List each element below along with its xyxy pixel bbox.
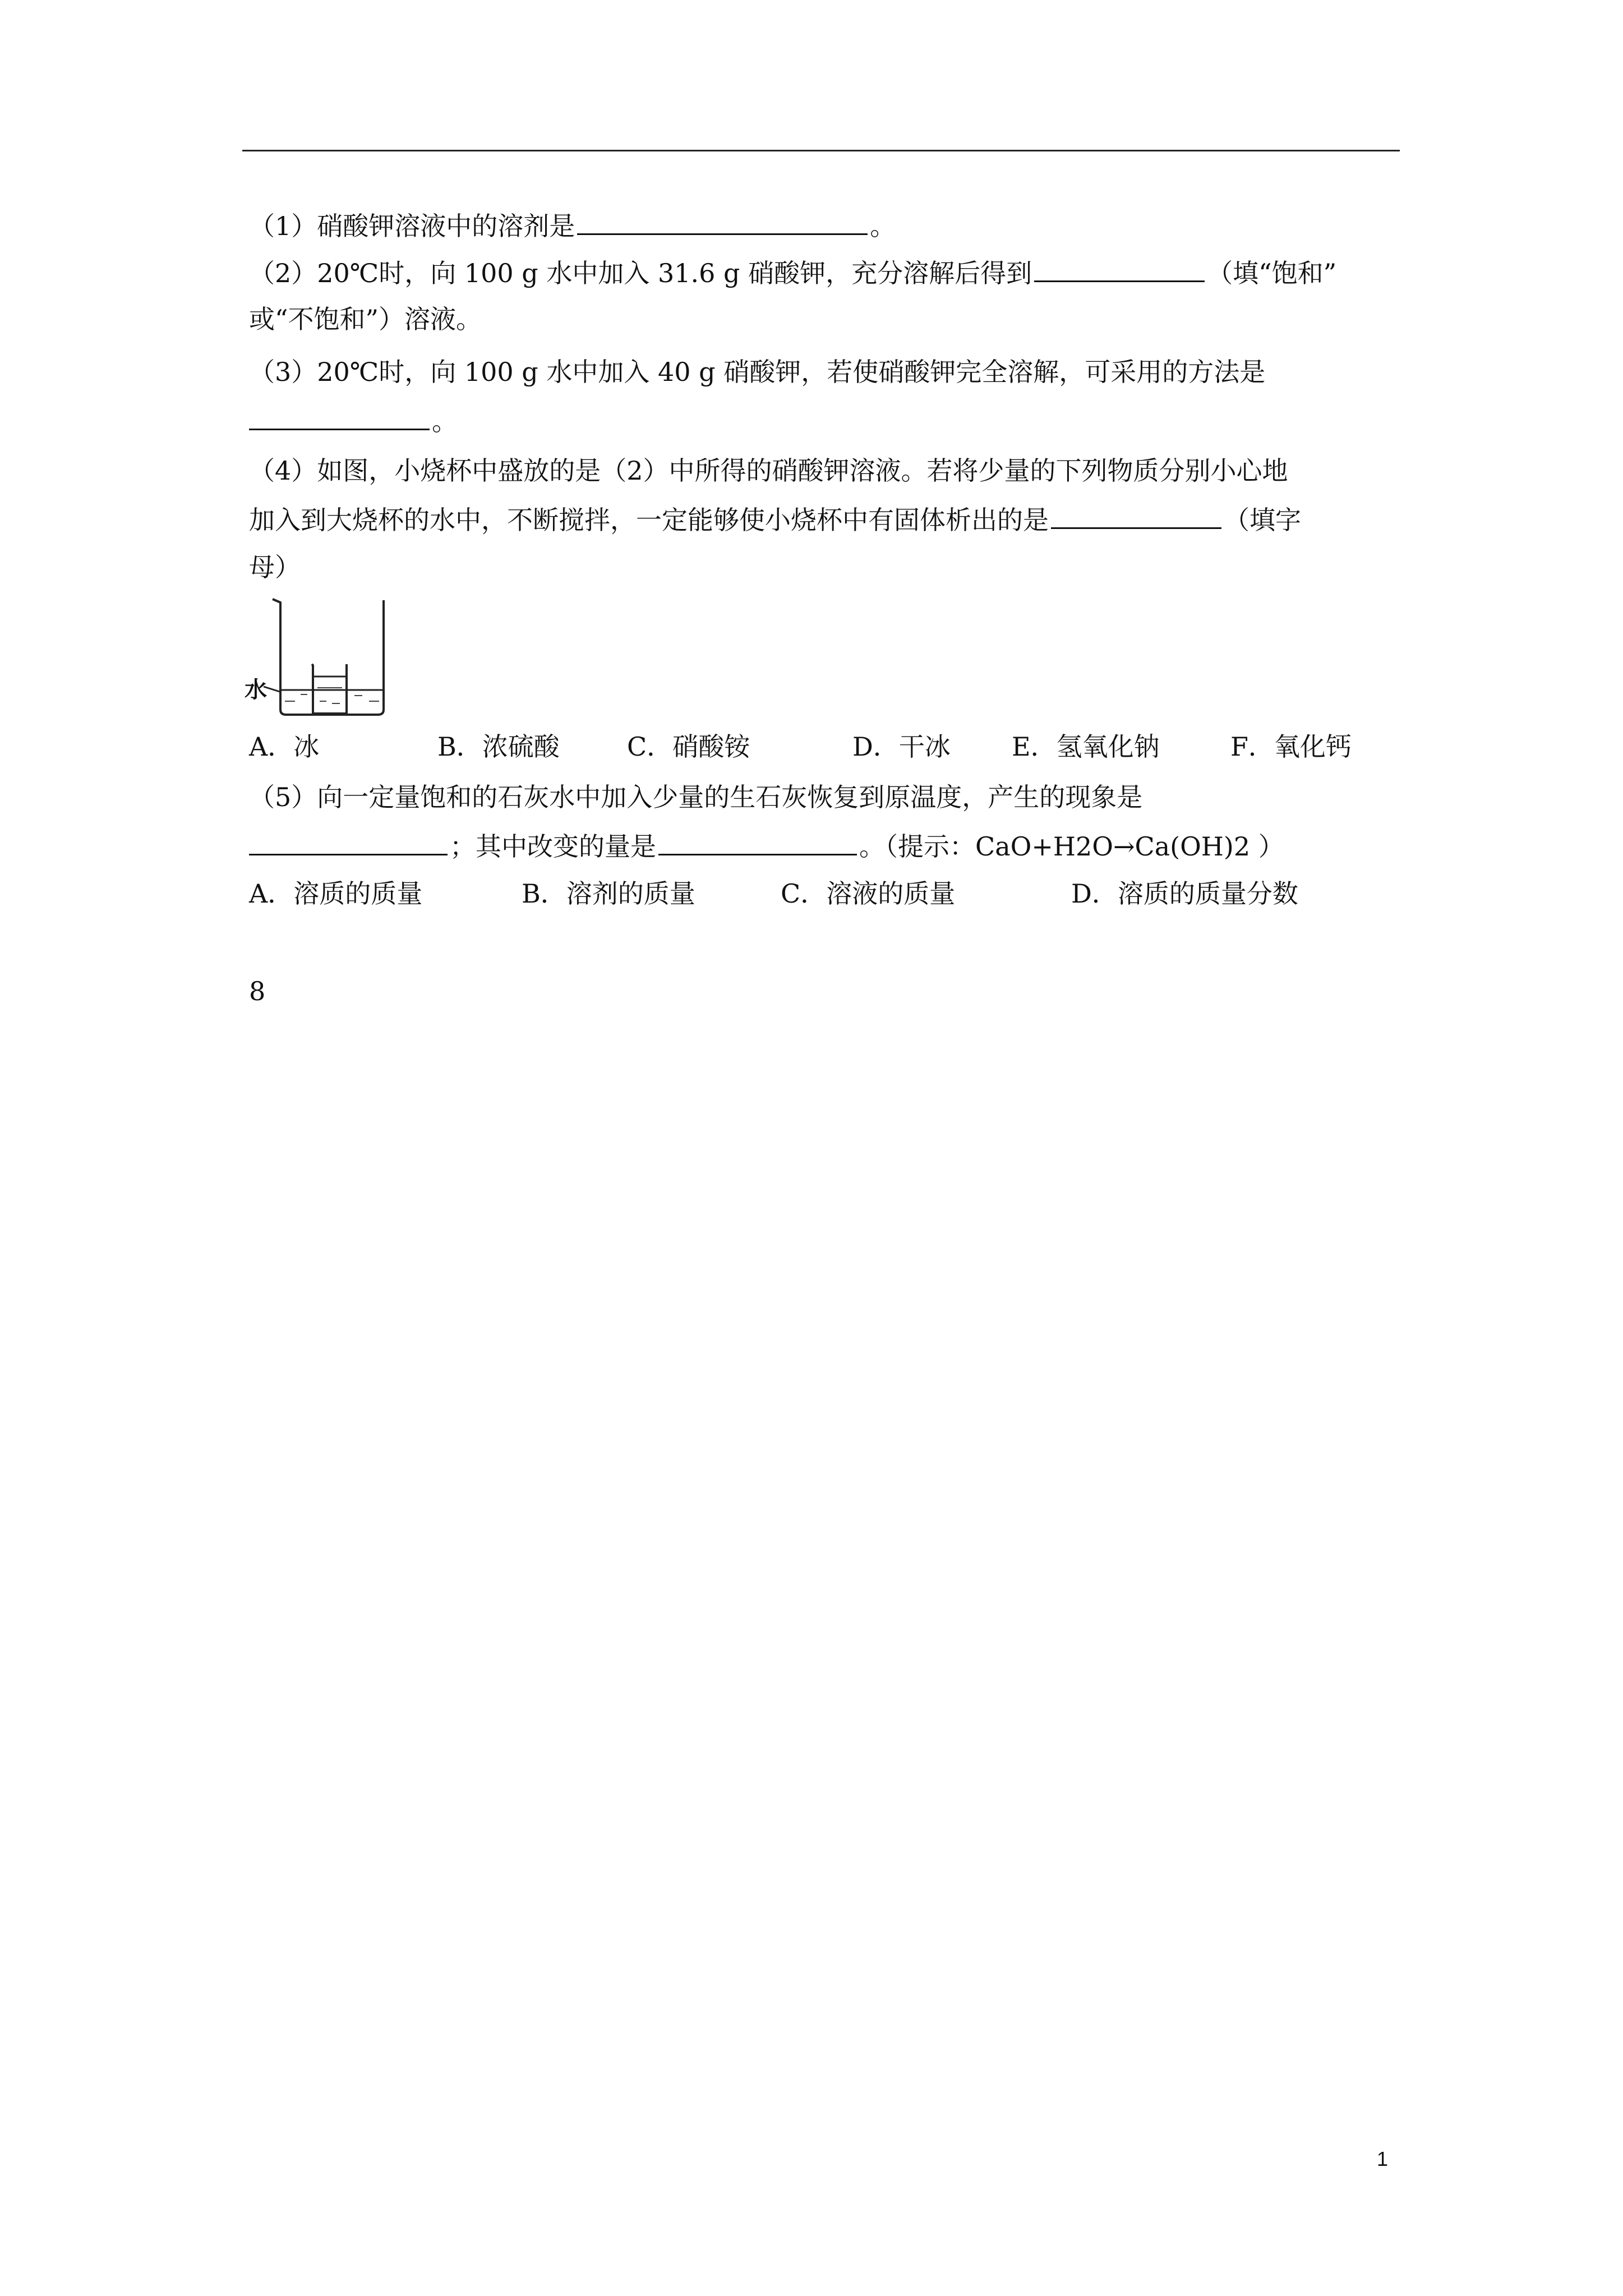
option-b[interactable]: B．浓硫酸 xyxy=(437,731,560,762)
question-5-text-b: 。（提示：CaO+H2O→Ca(OH)2 ） xyxy=(859,831,1284,862)
beaker-diagram xyxy=(245,595,390,724)
option-5c[interactable]: C．溶液的质量 xyxy=(781,878,956,909)
answer-blank-5b[interactable] xyxy=(658,829,857,855)
question-1-text: （1）硝酸钾溶液中的溶剂是 xyxy=(249,211,575,241)
water-label: 水 xyxy=(245,677,267,703)
answer-blank-2[interactable] xyxy=(1034,256,1205,282)
option-5a[interactable]: A．溶质的质量 xyxy=(249,878,423,909)
option-d[interactable]: D．干冰 xyxy=(852,731,951,762)
option-a[interactable]: A．冰 xyxy=(249,731,320,762)
answer-blank-5a[interactable] xyxy=(249,829,448,855)
option-5d[interactable]: D．溶质的质量分数 xyxy=(1071,878,1298,909)
answer-blank-4[interactable] xyxy=(1051,503,1221,529)
question-5-line-2 xyxy=(249,829,1284,863)
question-2-line-1 xyxy=(249,256,1336,289)
page-number: 1 xyxy=(1377,2147,1389,2170)
option-c[interactable]: C．硝酸铵 xyxy=(627,731,750,762)
question-1 xyxy=(249,209,896,242)
question-3-line-1: （3）20℃时，向 100 g 水中加入 40 g 硝酸钾，若使硝酸钾完全溶解，可采用的方法是 xyxy=(249,357,1266,387)
question-4-text-b: （填字 xyxy=(1224,505,1301,535)
question-4-line-2 xyxy=(249,503,1301,536)
question-4-line-3: 母） xyxy=(249,552,301,582)
question-5-text-a: ；其中改变的量是 xyxy=(450,831,656,862)
question-4-line-1: （4）如图，小烧杯中盛放的是（2）中所得的硝酸钾溶液。若将少量的下列物质分别小心地 xyxy=(249,455,1288,486)
question-5-line-1: （5）向一定量饱和的石灰水中加入少量的生石灰恢复到原温度，产生的现象是 xyxy=(249,782,1143,812)
beaker-figure xyxy=(245,595,390,724)
option-5b[interactable]: B．溶剂的质量 xyxy=(522,878,695,909)
question-2-text-b: （填“饱和” xyxy=(1207,258,1337,288)
question-2-line-2: 或“不饱和”）溶液。 xyxy=(249,304,482,334)
question-2-text-a: （2）20℃时，向 100 g 水中加入 31.6 g 硝酸钾，充分溶解后得到 xyxy=(249,258,1032,288)
header-rule xyxy=(242,150,1400,151)
option-f[interactable]: F．氧化钙 xyxy=(1230,731,1352,762)
question-1-end: 。 xyxy=(870,211,896,241)
option-e[interactable]: E．氢氧化钠 xyxy=(1012,731,1160,762)
answer-blank-3[interactable] xyxy=(249,404,430,430)
page-marker: 8 xyxy=(249,976,266,1006)
question-3-end: 。 xyxy=(432,406,458,436)
question-4-text-a: 加入到大烧杯的水中，不断搅拌，一定能够使小烧杯中有固体析出的是 xyxy=(249,505,1049,535)
question-3-line-2 xyxy=(249,404,458,438)
answer-blank-1[interactable] xyxy=(577,209,868,235)
